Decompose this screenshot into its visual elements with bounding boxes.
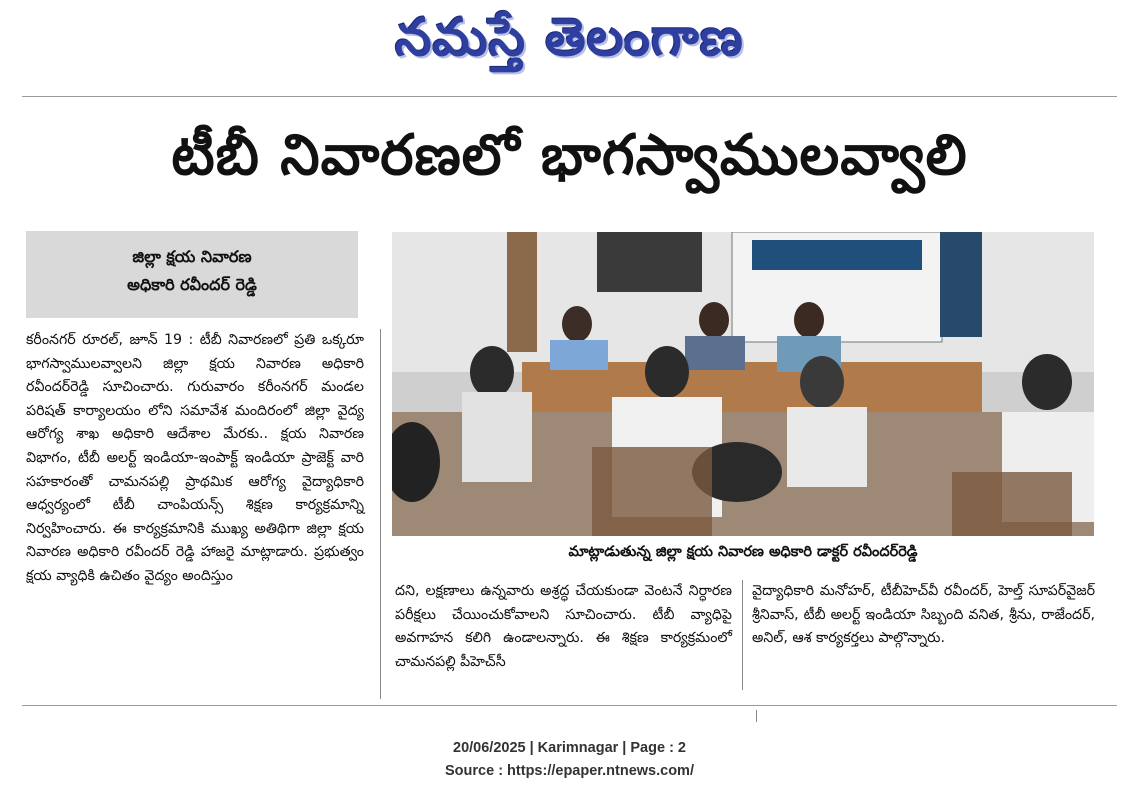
column-divider — [756, 710, 757, 722]
subhead-line-1: జిల్లా క్షయ నివారణ — [132, 247, 252, 266]
masthead-text: నమస్తే తెలంగాణ — [395, 8, 744, 68]
article-headline: టీబీ నివారణలో భాగస్వాములవ్వాలి — [171, 123, 968, 188]
article-column-2: దని, లక్షణాలు ఉన్నవారు అశ్రద్ధ చేయకుండా వెంటనే నిర్ధారణ పరీక్షలు చేయించుకోవాలని సూచించారు. టీబీ వ్యాధిపై అవగాహన కలిగి ఉండాలన్నారు. ఈ శిక్షణ కార్యక్రమంలో చామనపల్లి పీహెచ్‌సీ — [395, 583, 732, 670]
page-bottom-divider — [22, 705, 1117, 706]
article-column-1: కరీంనగర్ రూరల్, జూన్ 19 : టీబీ నివారణలో ప్రతి ఒక్కరూ భాగస్వాములవ్వాలని జిల్లా క్షయ నివారణ అధికారి రవీందర్‌రెడ్డి సూచించారు. గురువారం కరీంనగర్ మండల పరిషత్ కార్యాలయం లోని సమావేశ మందిరంలో జిల్లా వైద్య ఆరోగ్య శాఖ అధికారి ఆదేశాల మేరకు.. క్షయ నివారణ విభాగం, టీబీ అలర్ట్ ఇండియా-ఇంపాక్ట్ ఇండియా ప్రాజెక్ట్ వారి సహకారంతో చామనపల్లి ప్రాథమిక ఆరోగ్య వైద్యాధికారి ఆధ్వర్యంలో టీబీ చాంపియన్స్ శిక్షణ కార్యక్రమాన్ని నిర్వహించారు. ఈ కార్యక్రమానికి ముఖ్య అతిథిగా జిల్లా క్షయ నివారణ అధికారి రవీందర్ రెడ్డి హాజరై మాట్లాడారు. ప్రభుత్వం క్షయ వ్యాధికి ఉచితం వైద్యం అందిస్తుం — [26, 332, 364, 584]
newspaper-masthead — [0, 6, 1139, 70]
article-column-3: వైద్యాధికారి మనోహర్, టీబీహెచ్‌వీ రవీందర్, హెల్త్ సూపర్‌వైజర్ శ్రీనివాస్, టీబీ అలర్ట్ ఇండియా సిబ్బంది వనిత, శ్రీను, రాజేందర్, అనిల్, ఆశ కార్యకర్తలు పాల్గొన్నారు. — [752, 583, 1095, 647]
column-divider — [380, 329, 381, 699]
subhead-line-2: అధికారి రవీందర్ రెడ్డి — [127, 275, 257, 294]
event-photo — [392, 232, 1094, 536]
footer-source: Source : https://epaper.ntnews.com/ — [445, 763, 694, 779]
footer-edition-info: 20/06/2025 | Karimnagar | Page : 2 — [453, 740, 686, 756]
article-subhead — [26, 231, 358, 318]
masthead-divider — [22, 96, 1117, 97]
column-divider — [742, 580, 743, 690]
photo-caption: మాట్లాడుతున్న జిల్లా క్షయ నివారణ అధికారి డాక్టర్ రవీందర్‌రెడ్డి — [568, 544, 918, 560]
